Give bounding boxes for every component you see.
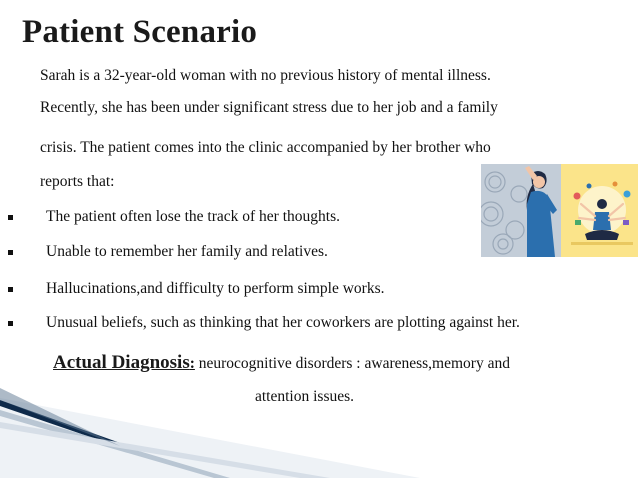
bullet-text: Hallucinations,and difficulty to perform simple works. <box>46 280 385 297</box>
corner-decoration <box>0 388 420 478</box>
stress-meditation-illustration <box>481 164 638 257</box>
intro-line-1: Sarah is a 32-year-old woman with no previous history of mental illness. <box>40 67 491 84</box>
diagnosis-continuation: attention issues. <box>255 388 355 405</box>
bullet-square-icon <box>8 321 13 326</box>
intro-line-4: reports that: <box>40 173 115 190</box>
slide-title: Patient Scenario <box>22 14 258 50</box>
bullet-square-icon <box>8 215 13 220</box>
diagnosis-colon: : <box>189 355 195 372</box>
bullet-text: The patient often lose the track of her thoughts. <box>46 208 340 225</box>
diagnosis-line <box>53 352 510 374</box>
meditating-woman-illustration <box>561 164 638 257</box>
bullet-text: Unusual beliefs, such as thinking that her coworkers are plotting against her. <box>46 314 520 331</box>
intro-line-2: Recently, she has been under significant stress due to her job and a family <box>40 99 498 116</box>
stressed-woman-illustration <box>481 164 561 257</box>
intro-line-3: crisis. The patient comes into the clinic accompanied by her brother who <box>40 139 491 156</box>
bullet-square-icon <box>8 287 13 292</box>
diagnosis-text: neurocognitive disorders : awareness,memory and <box>194 355 510 372</box>
bullet-text: Unable to remember her family and relatives. <box>46 243 328 260</box>
diagnosis-label: Actual Diagnosis <box>53 352 190 373</box>
bullet-square-icon <box>8 250 13 255</box>
